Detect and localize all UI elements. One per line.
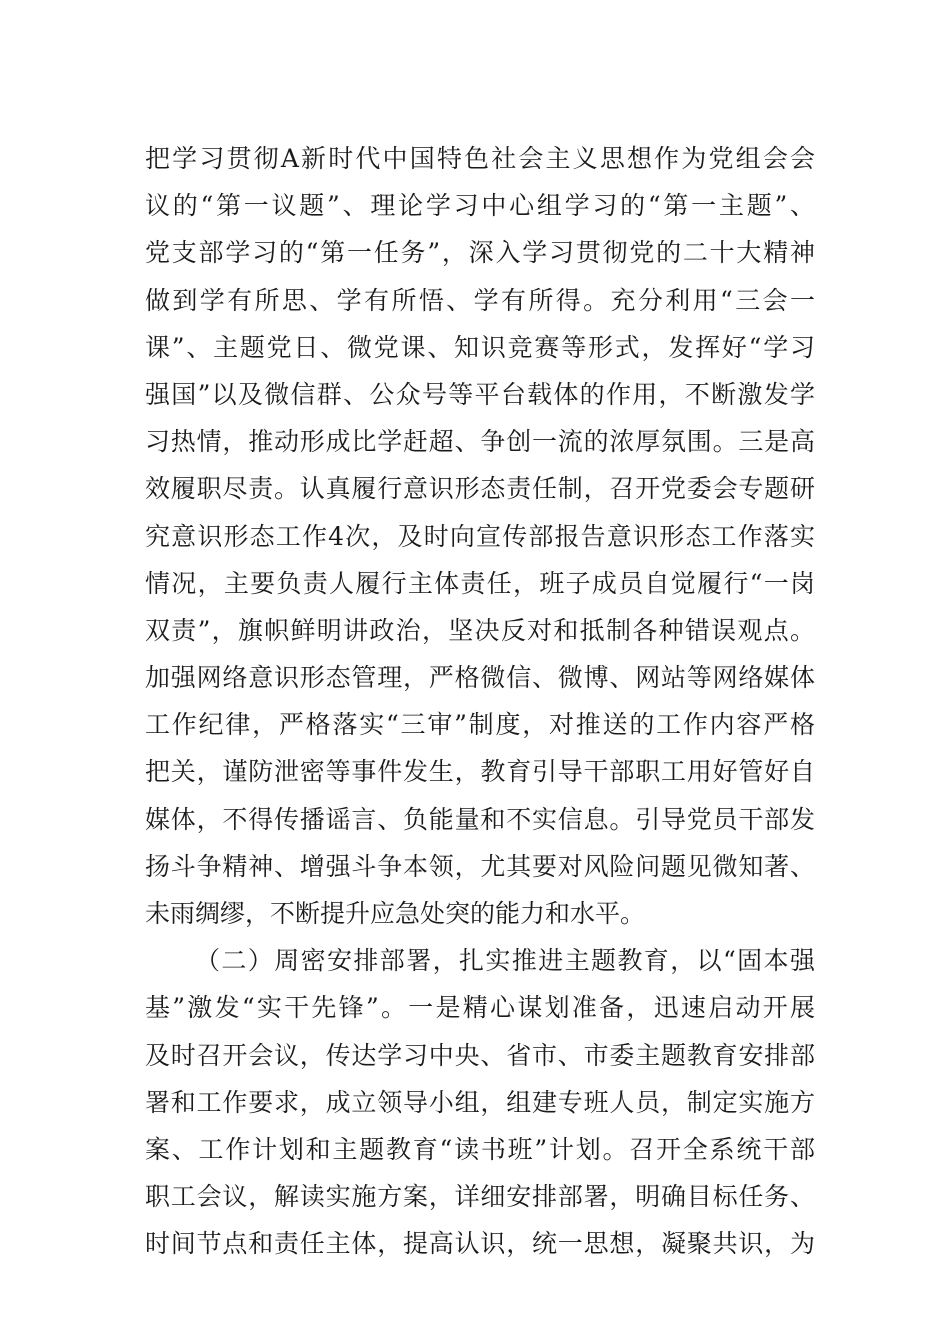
text-line: 把关，谨防泄密等事件发生，教育引导干部职工用好管好自 [145, 757, 815, 787]
text-line: 把学习贯彻A新时代中国特色社会主义思想作为党组会会 [145, 144, 815, 173]
text-line: 时间节点和责任主体，提高认识，统一思想，凝聚共识，为 [145, 1229, 815, 1259]
text-line: 加强网络意识形态管理，严格微信、微博、网站等网络媒体 [145, 663, 815, 693]
text-line: 职工会议，解读实施方案，详细安排部署，明确目标任务、 [145, 1182, 815, 1212]
text-line: 未雨绸缪，不断提升应急处突的能力和水平。 [145, 899, 646, 928]
text-line: 及时召开会议，传达学习中央、省市、市委主题教育安排部 [145, 1040, 815, 1070]
text-line: 习热情，推动形成比学赶超、争创一流的浓厚氛围。三是高 [145, 427, 815, 457]
text-line: 案、工作计划和主题教育“读书班”计划。召开全系统干部 [145, 1134, 815, 1164]
text-line: 强国”以及微信群、公众号等平台载体的作用，不断激发学 [145, 379, 815, 409]
text-line: 基”激发“实干先锋”。一是精心谋划准备，迅速启动开展 [145, 993, 815, 1023]
text-line: 署和工作要求，成立领导小组，组建专班人员，制定实施方 [145, 1087, 815, 1117]
text-line: 究意识形态工作4次，及时向宣传部报告意识形态工作落实 [145, 521, 815, 551]
text-line: 双责”，旗帜鲜明讲政治，坚决反对和抵制各种错误观点。 [145, 615, 815, 645]
text-line: 议的“第一议题”、理论学习中心组学习的“第一主题”、 [145, 191, 815, 221]
text-line: 扬斗争精神、增强斗争本领，尤其要对风险问题见微知著、 [145, 851, 815, 881]
body-text [145, 135, 815, 1268]
text-line: 课”、主题党日、微党课、知识竞赛等形式，发挥好“学习 [145, 332, 815, 362]
text-line: 做到学有所思、学有所悟、学有所得。充分利用“三会一 [145, 285, 815, 315]
text-line: 工作纪律，严格落实“三审”制度，对推送的工作内容严格 [145, 710, 815, 740]
text-line: 情况，主要负责人履行主体责任，班子成员自觉履行“一岗 [145, 568, 815, 598]
text-line: 媒体，不得传播谣言、负能量和不实信息。引导党员干部发 [145, 804, 815, 834]
section-heading-line: （二）周密安排部署，扎实推进主题教育，以“固本强 [195, 946, 815, 976]
text-line: 党支部学习的“第一任务”，深入学习贯彻党的二十大精神 [145, 238, 815, 268]
text-line: 效履职尽责。认真履行意识形态责任制，召开党委会专题研 [145, 474, 815, 504]
